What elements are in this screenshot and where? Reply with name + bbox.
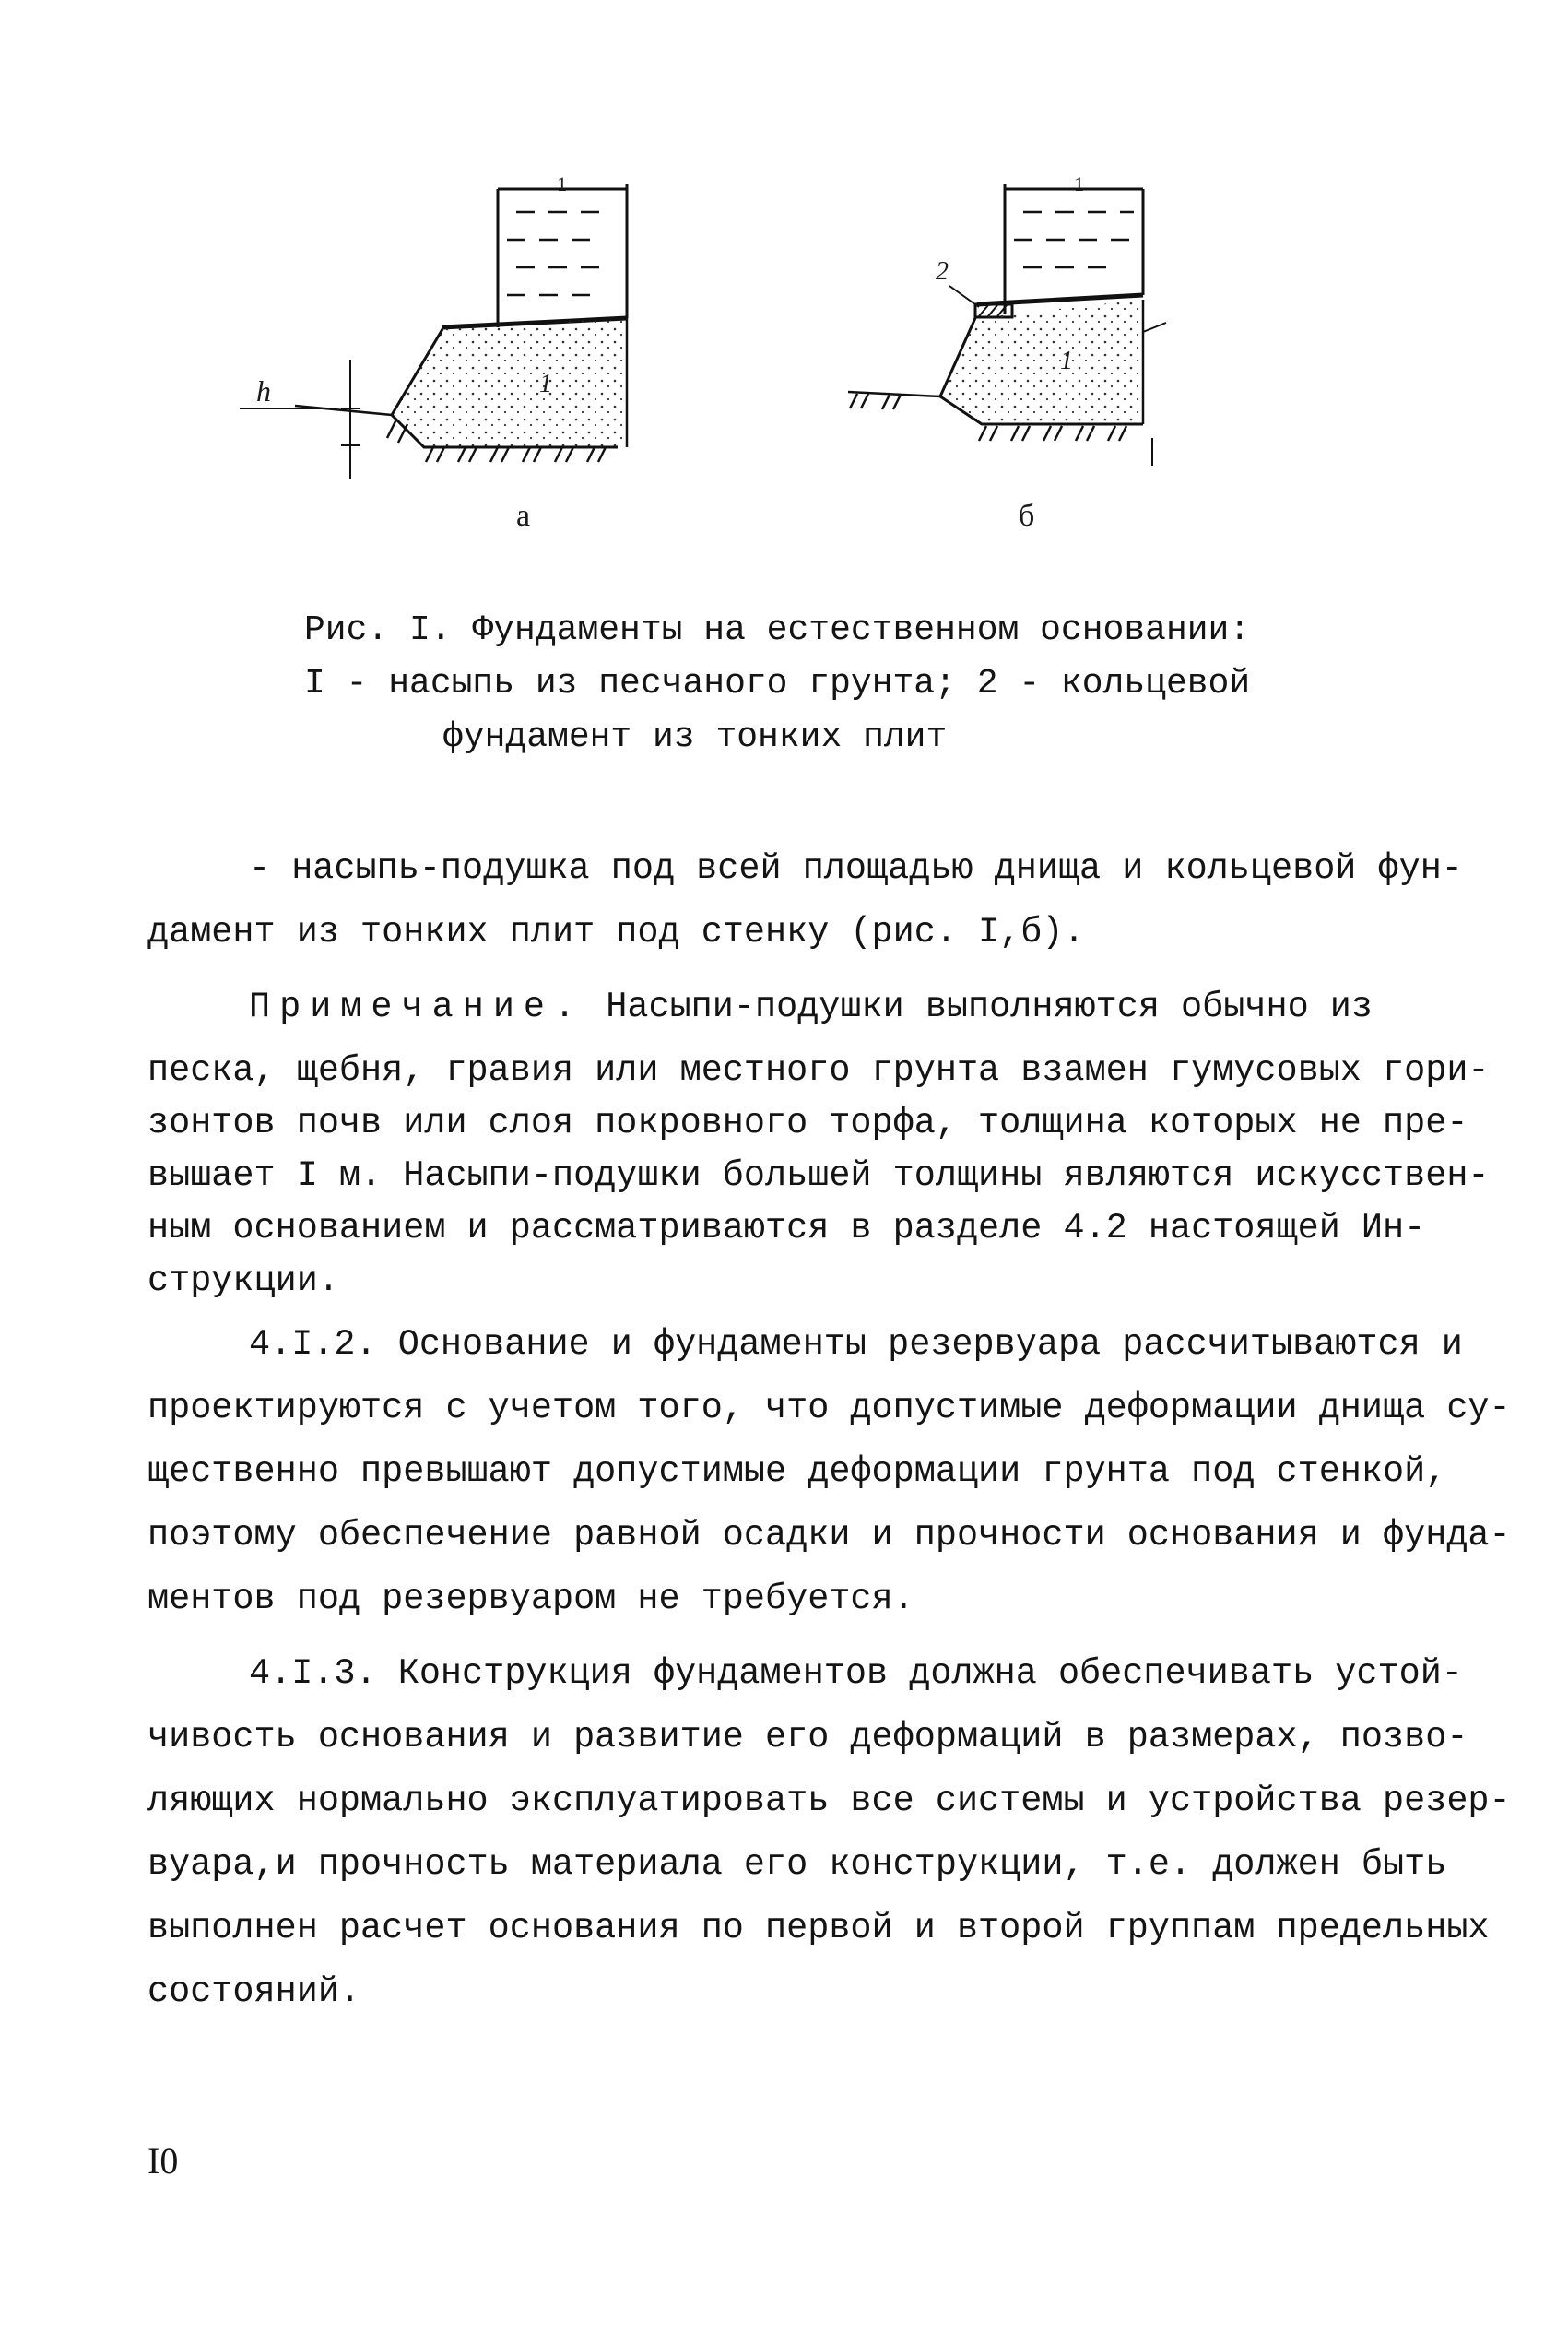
caption-line-1: Рис. I. Фундаменты на естественном основании: xyxy=(304,610,1251,650)
foundation-diagram xyxy=(212,171,1180,558)
marker-1-b: 1 xyxy=(1074,172,1084,195)
paragraph-line: - насыпь-подушка под всей площадью днища и кольцевой фун- xyxy=(249,848,1463,889)
paragraph-line: 4.I.3. Конструкция фундаментов должна обеспечивать устой- xyxy=(249,1653,1463,1694)
label-2: 2 xyxy=(936,257,949,286)
paragraph-line: состояний. xyxy=(147,1971,361,2012)
note-label: Примечание. xyxy=(249,987,585,1027)
marker-1-a: 1 xyxy=(557,172,567,195)
figure-foundations xyxy=(212,171,1180,558)
note-line: струкции. xyxy=(147,1260,339,1301)
note-first-line xyxy=(147,976,1438,1039)
diagram-b xyxy=(848,172,1166,533)
note-line: зонтов почв или слоя покровного торфа, толщина которых не пре- xyxy=(147,1103,1468,1143)
paragraph-line: проектируются с учетом того, что допустимые деформации днища су- xyxy=(147,1388,1511,1428)
paragraph-line: ляющих нормально эксплуатировать все системы и устройства резер- xyxy=(147,1781,1511,1821)
page-number: I0 xyxy=(147,2140,179,2182)
paragraph-line: щественно превышают допустимые деформации грунта под стенкой, xyxy=(147,1451,1447,1492)
diagram-a xyxy=(240,172,627,533)
note-line: вышает I м. Насыпи-подушки большей толщины являются искусствен- xyxy=(147,1155,1490,1196)
label-a: а xyxy=(516,499,531,533)
caption-line-3: фундамент из тонких плит xyxy=(442,717,948,757)
paragraph-line: 4.I.2. Основание и фундаменты резервуара рассчитываются и xyxy=(249,1324,1463,1365)
paragraph-line: выполнен расчет основания по первой и второй группам предельных xyxy=(147,1908,1490,1948)
label-h: h xyxy=(256,374,271,408)
label-1-a: 1 xyxy=(539,370,552,398)
caption-line-2: I - насыпь из песчаного грунта; 2 - кольцевой xyxy=(304,664,1251,704)
figure-caption xyxy=(304,604,1318,764)
note-line: песка, щебня, гравия или местного грунта взамен гумусовых гори- xyxy=(147,1050,1490,1091)
label-1-b: 1 xyxy=(1060,347,1073,375)
paragraph-line: ментов под резервуаром не требуется. xyxy=(147,1579,914,1619)
paragraph-line: вуара,и прочность материала его конструкции, т.е. должен быть xyxy=(147,1844,1447,1885)
note-text: Насыпи-подушки выполняются обычно из xyxy=(584,987,1373,1027)
paragraph-line: поэтому обеспечение равной осадки и прочности основания и фунда- xyxy=(147,1515,1511,1556)
body-text xyxy=(147,837,1511,2024)
note-line: ным основанием и рассматриваются в разделе 4.2 настоящей Ин- xyxy=(147,1208,1426,1248)
paragraph-line: дамент из тонких плит под стенку (рис. I,б). xyxy=(147,912,1085,953)
paragraph-line: чивость основания и развитие его деформаций в размерах, позво- xyxy=(147,1717,1468,1757)
label-b: б xyxy=(1019,499,1035,533)
